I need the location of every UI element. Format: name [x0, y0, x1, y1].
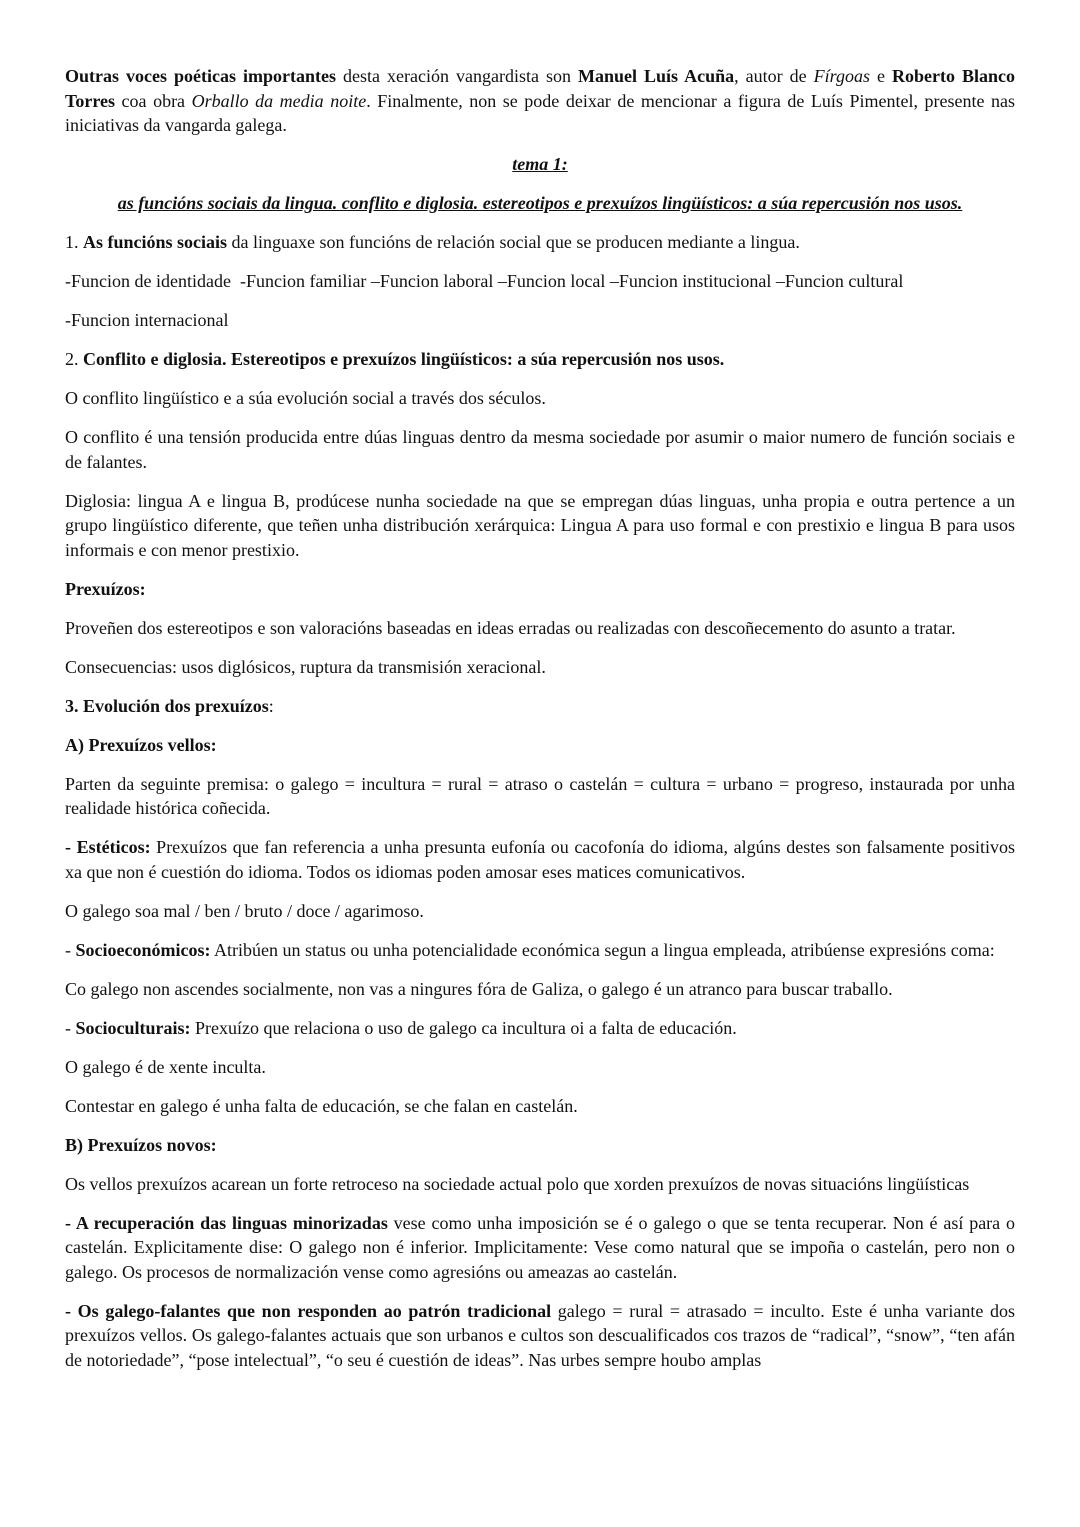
intro-italic-1: Fírgoas [813, 66, 870, 86]
intro-italic-2: Orballo da media noite [191, 90, 367, 111]
section-3-bold: 3. Evolución dos prexuízos [65, 695, 269, 716]
prexuizos-definition: Proveñen dos estereotipos e son valoracións baseadas en ideas erradas ou realizadas con descoñecemento do asunto a tratar. [65, 617, 956, 638]
socioeconomic-text: Atribúen un status ou unha potencialidade económica segun a lingua empleada, atribúense expresións coma: [210, 939, 995, 960]
new-prejudices-heading-text: B) Prexuízos novos: [65, 1134, 217, 1155]
intro-bold-2: Manuel Luís Acuña [578, 66, 735, 86]
sociocultural-example-1: O galego é de xente inculta. [65, 1056, 266, 1077]
section-3-colon: : [268, 695, 274, 716]
conflict-definition: O conflito é una tensión producida entre dúas linguas dentro da mesma sociedade por asumir o maior numero de función sociais e de falantes. [65, 427, 1015, 472]
socioeconomic-prejudices [65, 938, 1015, 963]
aesthetic-example: O galego soa mal / ben / bruto / doce / agarimoso. [65, 900, 424, 921]
diglosia-definition: Diglosia: lingua A e lingua B, prodúcese nunha sociedade na que se empregan dúas linguas, unha propia e outra pertence a un grupo lingüístico diferente, que teñen unha distribución xerárquica: Lingua A para uso formal e con prestixio e lingua B para usos informais e con menor prestixio. [65, 490, 1015, 560]
prexuizos-heading [65, 577, 1015, 602]
conflict-evolution: O conflito lingüístico e a súa evolución social a través dos séculos. [65, 388, 546, 408]
socioeconomic-bold: Socioeconómicos: [75, 939, 211, 960]
intro-bold-1: Outras voces poéticas importantes [65, 66, 337, 86]
functions-list-line-1: -Funcion de identidade -Funcion familiar –Funcion laboral –Funcion local –Funcion institucional –Funcion cultural [65, 271, 904, 291]
old-prejudices-heading-text: A) Prexuízos vellos: [65, 734, 217, 755]
sociocultural-example-2: Contestar en galego é unha falta de educación, se che falan en castelán. [65, 1095, 578, 1116]
old-prejudices-premise: Parten da seguinte premisa: o galego = incultura = rural = atraso o castelán = cultura = urbano = progreso, instaurada por unha realidade histórica coñecida. [65, 773, 1015, 818]
new-prejudices-intro: Os vellos prexuízos acarean un forte retroceso na sociedade actual polo que xorden prexuízos de novas situacións lingüísticas [65, 1173, 970, 1194]
functions-list-line-2: -Funcion internacional [65, 310, 229, 330]
intro-text-2: , autor de [734, 66, 814, 86]
section-2-bold: Conflito e diglosia. Estereotipos e prexuízos lingüísticos: a súa repercusión nos usos. [83, 349, 725, 369]
intro-paragraph [65, 64, 1015, 138]
intro-text-5: . Finalmente, non se pode deixar de mencionar a figura de Luís Pimentel, presente nas iniciativas da vangarda galega. [65, 90, 1015, 135]
prexuizos-heading-text: Prexuízos: [65, 578, 146, 599]
sociocultural-prejudices [65, 1016, 1015, 1041]
section-2-heading [65, 347, 1015, 372]
recovery-text: vese como unha imposición se é o galego o que se tenta recuperar. Non é así para o castelán. Explicitamente dise: O galego non é inferior. Implicitamente: Vese como natural que se impoña o castelán, pero non o galego. Os procesos de normalización vense como agresións ou ameazas ao castelán. [65, 1212, 1015, 1282]
section-1-bold: As funcións sociais [83, 232, 228, 252]
aesthetic-prejudices [65, 835, 1015, 884]
sociocultural-dash: - [65, 1017, 76, 1038]
section-2-number: 2. [65, 349, 83, 369]
tema-title: tema 1: [512, 154, 568, 174]
galician-speakers-prejudice [65, 1299, 1015, 1373]
sociocultural-bold: Socioculturais: [75, 1017, 191, 1038]
tema-subtitle: as funcións sociais da lingua. conflito e diglosia. estereotipos e prexuízos lingüísticos: a súa repercusión nos usos. [117, 193, 963, 213]
galician-speakers-text: galego = rural = atrasado = inculto. Este é unha variante dos prexuízos vellos. Os galego-falantes actuais que son urbanos e cultos son descualificados cos trazos de “radical”, “snow”, “ten afán de notoriedade”, “pose intelectual”, “o seu é cuestión de ideas”. Nas urbes sempre houbo amplas [65, 1300, 1016, 1370]
new-prejudices-heading [65, 1133, 1015, 1158]
intro-text-3: e [869, 66, 892, 86]
section-1-number: 1. [65, 232, 83, 252]
old-prejudices-heading [65, 733, 1015, 758]
intro-text-1: desta xeración vangardista son [336, 66, 579, 86]
recovery-prejudice [65, 1211, 1015, 1285]
sociocultural-text: Prexuízo que relaciona o uso de galego ca incultura oi a falta de educación. [190, 1017, 737, 1038]
prexuizos-consequences: Consecuencias: usos diglósicos, ruptura da transmisión xeracional. [65, 656, 546, 677]
intro-text-4: coa obra [115, 90, 192, 111]
intro-bold-3: Roberto Blanco Torres [65, 66, 1016, 111]
section-1-text: da linguaxe son funcións de relación social que se producen mediante a lingua. [227, 232, 800, 252]
socioeconomic-example: Co galego non ascendes socialmente, non vas a ningures fóra de Galiza, o galego é un atranco para buscar traballo. [65, 978, 893, 999]
galician-speakers-bold: - Os galego-falantes que non responden ao patrón tradicional [65, 1300, 552, 1321]
tema-title-line [65, 152, 1015, 177]
section-3-heading [65, 694, 1015, 719]
section-1-heading [65, 230, 1015, 255]
tema-subtitle-line [65, 191, 1015, 216]
recovery-bold: - A recuperación das linguas minorizadas [65, 1212, 388, 1233]
aesthetic-bold: - Estéticos: [65, 837, 151, 857]
aesthetic-text: Prexuízos que fan referencia a unha presunta eufonía ou cacofonía do idioma, algúns destes son falsamente positivos xa que non é cuestión do idioma. Todos os idiomas poden amosar eses matices comunicativos. [65, 837, 1015, 882]
socioeconomic-dash: - [65, 939, 76, 960]
